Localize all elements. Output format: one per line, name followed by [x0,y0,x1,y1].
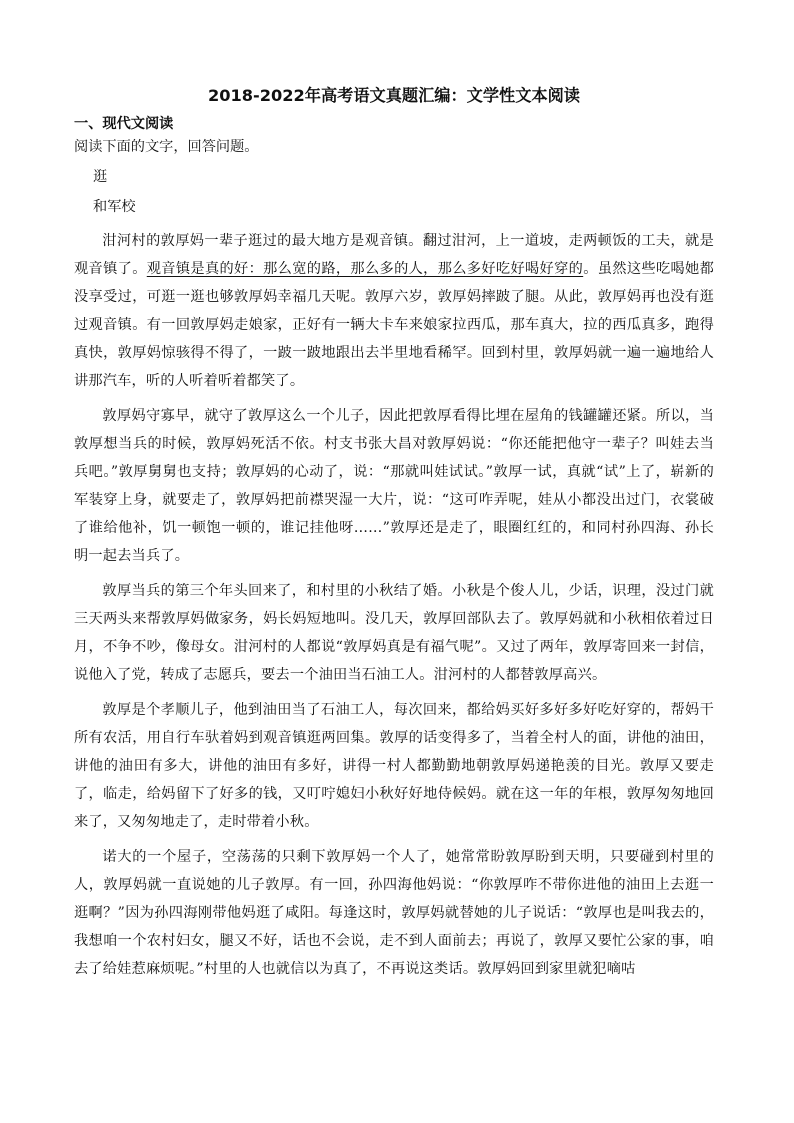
paragraph-1-text-after: 。虽然这些吃喝她都没享受过，可逛一逛也够敦厚妈幸福几天呢。敦厚六岁，敦厚妈摔跛了腿。从此，敦厚妈再也没有逛过观音镇。有一回敦厚妈走娘家，正好有一辆大卡车来娘家拉西瓜，那车真大，拉的西瓜真多，跑得真快，敦厚妈惊骇得不得了，一跛一跛地跟出去半里地看稀罕。回到村里，敦厚妈就一遍一遍地给人讲那汽车，听的人听着听着都笑了。 [74,261,714,389]
story-title: 逛 [93,169,108,185]
paragraph-4: 敦厚是个孝顺儿子，他到油田当了石油工人，每次回来，都给妈买好多好多好吃好穿的，帮妈干所有农活，用自行车驮着妈到观音镇逛两回集。敦厚的话变得多了，当着全村人的面，讲他的油田，讲他的油田有多大，讲他的油田有多好，讲得一村人都勤勤地朝敦厚妈递艳羡的目光。敦厚又要走了，临走，给妈留下了好多的钱，又叮咛媳妇小秋好好地侍候妈。就在这一年的年根，敦厚匆匆地回来了，又匆匆地走了，走时带着小秋。 [74,702,714,830]
story-author: 和军校 [93,199,136,215]
document-page [74,84,714,983]
paragraph-1 [74,227,714,395]
paragraph-2: 敦厚妈守寡早，就守了敦厚这么一个儿子，因此把敦厚看得比埋在屋角的钱罐罐还紧。所以，当敦厚想当兵的时候，敦厚妈死活不依。村支书张大昌对敦厚妈说：“你还能把他守一辈子？叫娃去当兵吧。”敦厚舅舅也支持；敦厚妈的心动了，说：“那就叫娃试试。”敦厚一试，真就“试”上了，崭新的军装穿上身，就要走了，敦厚妈把前襟哭湿一大片，说：“这可咋弄呢，娃从小都没出过门，衣裳破了谁给他补，饥一顿饱一顿的，谁记挂他呀……”敦厚还是走了，眼圈红红的，和同村孙四海、孙长明一起去当兵了。 [74,408,714,564]
paragraph-1-text-before: 泔河村的敦厚妈一辈子逛过的最大地方是观音镇。翻过泔河，上一道坡，走两顿饭的工夫，就是观音镇了。 [74,233,714,277]
paragraph-5: 诺大的一个屋子，空荡荡的只剩下敦厚妈一个人了，她常常盼敦厚盼到天明，只要碰到村里的人，敦厚妈就一直说她的儿子敦厚。有一回，孙四海他妈说：“你敦厚咋不带你进他的油田上去逛一逛啊？”因为孙四海刚带他妈逛了咸阳。每逢这时，敦厚妈就替她的儿子说话：“敦厚也是叫我去的，我想咱一个农村妇女，腿又不好，话也不会说，走不到人面前去；再说了，敦厚又要忙公家的事，咱去了给娃惹麻烦呢。”村里的人也就信以为真了，不再说这类话。敦厚妈回到家里就犯嘀咕 [74,849,714,977]
reading-instruction: 阅读下面的文字，回答问题。 [74,139,259,155]
section-heading: 一、现代文阅读 [74,116,174,132]
document-title: 2018-2022年高考语文真题汇编：文学性文本阅读 [207,86,580,105]
underlined-sentence: 观音镇是真的好：那么宽的路，那么多的人，那么多好吃好喝好穿的 [146,261,584,277]
paragraph-3: 敦厚当兵的第三个年头回来了，和村里的小秋结了婚。小秋是个俊人儿，少话，识理，没过门就三天两头来帮敦厚妈做家务，妈长妈短地叫。没几天，敦厚回部队去了。敦厚妈就和小秋相依着过日月，不争不吵，像母女。泔河村的人都说“敦厚妈真是有福气呢”。又过了两年，敦厚寄回来一封信，说他入了党，转成了志愿兵，要去一个油田当石油工人。泔河村的人都替敦厚高兴。 [74,583,714,683]
